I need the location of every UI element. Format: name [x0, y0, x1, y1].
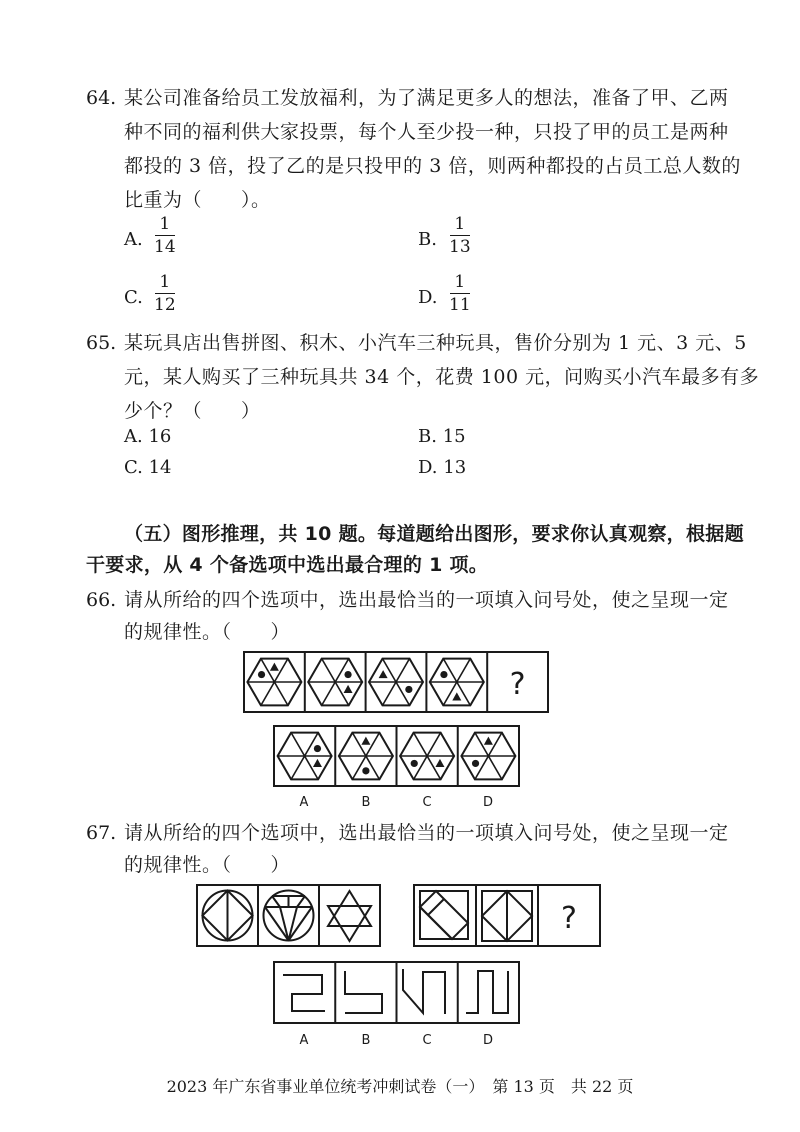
triangle-marker	[435, 759, 444, 767]
hexagon-figure-4	[430, 659, 484, 706]
question-number: 67.	[86, 822, 117, 844]
question-mark: ?	[509, 667, 526, 702]
dot-marker	[362, 767, 369, 774]
triangle-marker	[344, 685, 353, 693]
triangle-marker	[484, 737, 493, 745]
option-value: 16	[148, 426, 172, 447]
option-d-shape	[466, 971, 508, 1013]
option-label-c: C	[422, 795, 432, 810]
option-letter: B.	[418, 426, 437, 447]
triangle-marker	[379, 670, 388, 678]
dot-marker	[472, 760, 479, 767]
hexagon-figure-2	[308, 659, 362, 706]
dot-marker	[258, 671, 265, 678]
numerator: 1	[454, 272, 466, 292]
hexagon-option-b	[339, 733, 393, 780]
question-mark: ?	[561, 901, 577, 936]
numerator: 1	[159, 272, 171, 292]
q67-question-figure-left	[197, 885, 380, 946]
question-text-line: 的规律性。（ ）	[124, 621, 291, 643]
option-value: 13	[443, 457, 467, 478]
denominator: 11	[449, 295, 471, 315]
option-label-b: B	[361, 1033, 371, 1048]
page-footer: 2023 年广东省事业单位统考冲刺试卷（一） 第 13 页 共 22 页	[166, 1077, 634, 1096]
question-number: 65.	[86, 332, 117, 354]
triangle-marker	[361, 737, 370, 745]
diamond-cross-shape	[482, 891, 532, 941]
option-letter: B.	[418, 229, 437, 250]
dot-marker	[405, 686, 412, 693]
triangle-marker	[313, 759, 322, 767]
option-letter: A.	[124, 229, 143, 250]
option-letter: C.	[124, 287, 143, 308]
q67-options-figure	[274, 962, 519, 1048]
question-text-line: 种不同的福利供大家投票，每个人至少投一种，只投了甲的员工是两种	[124, 121, 729, 143]
option-b-shape	[345, 971, 382, 1013]
question-text-line: 比重为（ ）。	[124, 189, 271, 211]
question-text-line: 元，某人购买了三种玩具共 34 个，花费 100 元，问购买小汽车最多有多	[124, 366, 760, 388]
option-a-shape	[283, 975, 325, 1011]
denominator: 14	[154, 237, 176, 257]
option-label-d: D	[482, 1033, 494, 1048]
option-label-d: D	[482, 795, 494, 810]
q66-options-figure	[274, 726, 519, 810]
option-letter: C.	[124, 457, 143, 478]
dot-marker	[411, 760, 418, 767]
question-number: 64.	[86, 87, 117, 109]
option-label-a: A	[299, 1033, 309, 1048]
q67-question-figure-right	[414, 885, 600, 946]
numerator: 1	[454, 214, 466, 234]
hexagon-option-a	[278, 733, 332, 780]
hexagon-figure-3	[369, 659, 423, 706]
question-text-line: 请从所给的四个选项中，选出最恰当的一项填入问号处，使之呈现一定	[124, 822, 729, 844]
circle-diamond-shape	[203, 891, 253, 941]
question-text-line: 某公司准备给员工发放福利，为了满足更多人的想法，准备了甲、乙两	[124, 87, 729, 109]
triangle-marker	[452, 692, 461, 700]
dot-marker	[314, 745, 321, 752]
dot-marker	[440, 671, 447, 678]
question-number: 66.	[86, 589, 117, 611]
option-c-shape	[403, 969, 445, 1014]
option-letter: A.	[124, 426, 143, 447]
dot-marker	[344, 671, 351, 678]
option-value: 15	[442, 426, 466, 447]
question-text-line: 请从所给的四个选项中，选出最恰当的一项填入问号处，使之呈现一定	[124, 589, 729, 611]
hexagon-figure-1	[247, 659, 301, 706]
star-shape	[328, 891, 371, 941]
question-text-line: 某玩具店出售拼图、积木、小汽车三种玩具，售价分别为 1 元、3 元、5	[124, 332, 747, 354]
triangle-marker	[270, 663, 279, 671]
question-text-line: 都投的 3 倍，投了乙的是只投甲的 3 倍，则两种都投的占员工总人数的	[124, 155, 741, 177]
option-label-a: A	[299, 795, 309, 810]
hexagon-option-c	[400, 733, 454, 780]
question-text-line: 的规律性。（ ）	[124, 854, 291, 876]
option-label-b: B	[361, 795, 371, 810]
section-heading: （五）图形推理，共 10 题。每道题给出图形，要求你认真观察，根据题	[124, 523, 744, 545]
option-value: 14	[148, 457, 172, 478]
question-text-line: 少个？（ ）	[124, 400, 261, 422]
section-heading: 干要求，从 4 个备选项中选出最合理的 1 项。	[86, 554, 489, 576]
hexagon-option-d	[461, 733, 515, 780]
diamond-square-shape	[420, 891, 468, 939]
denominator: 12	[154, 295, 176, 315]
option-label-c: C	[422, 1033, 432, 1048]
option-letter: D.	[418, 287, 438, 308]
denominator: 13	[449, 237, 471, 257]
numerator: 1	[159, 214, 171, 234]
circle-gem-shape	[264, 891, 314, 941]
q66-question-figure	[244, 652, 548, 712]
option-letter: D.	[418, 457, 438, 478]
